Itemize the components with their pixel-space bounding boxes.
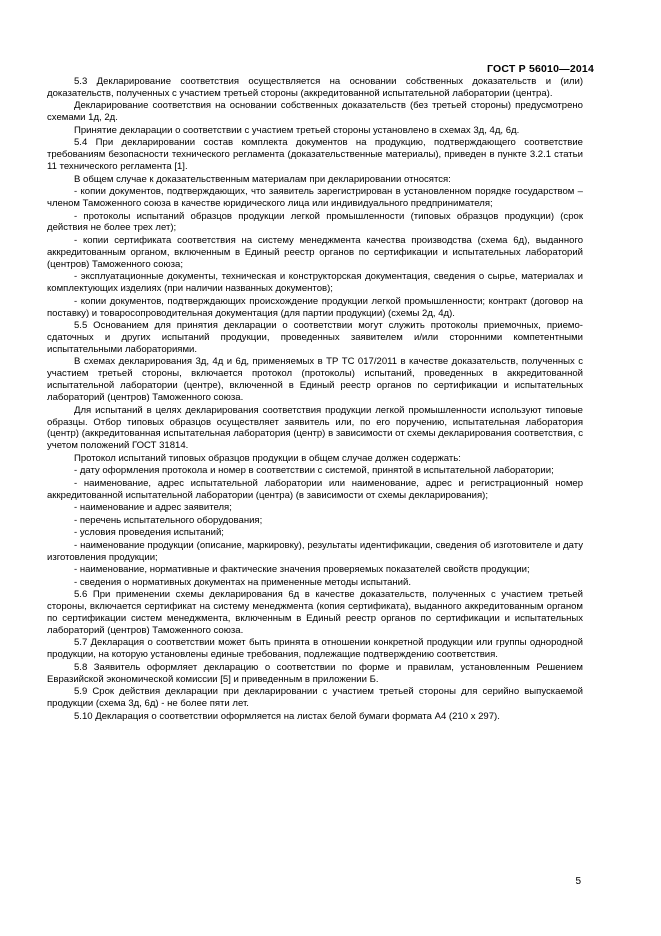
- list-item: - условия проведения испытаний;: [74, 527, 224, 539]
- list-item: - протоколы испытаний образцов продукции легкой промышленности (типовых образцов продукции) (срок действия не более трех лет);: [47, 210, 583, 234]
- paragraph: Для испытаний в целях декларирования соответствия продукции легкой промышленности используют типовые образцы. Отбор типовых образцов осуществляет заявитель или, по его поручению, испытательная лаборатория (центр) (аккредитованная испытательная лаборатория (центр) в зависимости от схемы декларирования соответствия, с учетом положений ГОСТ 31814.: [47, 404, 583, 452]
- list-item: - наименование продукции (описание, маркировку), результаты идентификации, сведения об изготовителе и дату изготовления продукции;: [47, 539, 583, 563]
- paragraph-5-3: 5.3 Декларирование соответствия осуществляется на основании собственных доказательств и (или) доказательств, полученных с участием третьей стороны (аккредитованной испытательной лаборатории (центра).: [47, 76, 583, 99]
- list-item: - наименование и адрес заявителя;: [74, 502, 232, 514]
- paragraph: Декларирование соответствия на основании собственных доказательств (без третьей стороны) предусмотрено схемами 1д, 2д.: [47, 100, 583, 124]
- document-body: [47, 76, 583, 723]
- paragraph: В общем случае к доказательственным материалам при декларировании относятся:: [74, 173, 451, 185]
- list-item: - наименование, нормативные и фактические значения проверяемых показателей свойств продукции;: [74, 564, 530, 576]
- paragraph-5-4: 5.4 При декларировании состав комплекта документов на продукцию, подтверждающего соответствие требованиям безопасности технического регламента (доказательственные материалы), приведен в пункте 3.2.1 статьи 11 технического регламента [1].: [47, 137, 583, 173]
- paragraph: Принятие декларации о соответствии с участием третьей стороны установлено в схемах 3д, 4д, 6д.: [74, 124, 520, 136]
- paragraph-5-10: 5.10 Декларация о соответствии оформляется на листах белой бумаги формата А4 (210 х 297).: [74, 710, 500, 722]
- paragraph: Протокол испытаний типовых образцов продукции в общем случае должен содержать:: [74, 452, 461, 464]
- paragraph-5-8: 5.8 Заявитель оформляет декларацию о соответствии по форме и правилам, установленным Решением Евразийской экономической комиссии [5] и приведенным в приложении Б.: [47, 661, 583, 685]
- list-item: - дату оформления протокола и номер в соответствии с системой, принятой в испытательной лаборатории;: [74, 465, 554, 477]
- paragraph-5-9: 5.9 Срок действия декларации при декларировании с участием третьей стороны для серийно выпускаемой продукции (схема 3д, 6д) - не более пяти лет.: [47, 686, 583, 710]
- list-item: - сведения о нормативных документах на примененные методы испытаний.: [74, 576, 411, 588]
- paragraph-5-6: 5.6 При применении схемы декларирования 6д в качестве доказательств, полученных с участием третьей стороны, включается сертификат на систему менеджмента (копия сертификата), выданного аккредитованным органом по сертификации систем менеджмента, включенным в Единый реестр органов по сертификации и испытательных лабораторий (центров) Таможенного союза.: [47, 589, 583, 636]
- list-item: - копии документов, подтверждающих, что заявитель зарегистрирован в установленном порядке государством – членом Таможенного союза в качестве юридического лица или индивидуального предпринимателя;: [47, 186, 583, 210]
- list-item: - перечень испытательного оборудования;: [74, 514, 263, 526]
- paragraph-5-7: 5.7 Декларация о соответствии может быть принята в отношении конкретной продукции или группы однородной продукции, на которую установлены единые требования, подлежащие подтверждению соответствия.: [47, 637, 583, 661]
- list-item: - наименование, адрес испытательной лаборатории или наименование, адрес и регистрационный номер аккредитованной испытательной лаборатории (центра) (в зависимости от схемы декларирования);: [47, 477, 583, 501]
- paragraph: В схемах декларирования 3д, 4д и 6д, применяемых в ТР ТС 017/2011 в качестве доказательств, полученных с участием третьей стороны, включается протокол (протоколы) испытаний, проведенных в аккредитованной испытательной лаборатории (центре), включенной в Единый реестр органов по сертификации и испытательных лабораторий (центров) Таможенного союза.: [47, 356, 583, 404]
- paragraph-5-5: 5.5 Основанием для принятия декларации о соответствии могут служить протоколы приемочных, приемо-сдаточных и других испытаний продукции, проведенных заявителем и/или сторонними компетентными испытательными лабораториями.: [47, 320, 583, 355]
- list-item: - эксплуатационные документы, техническая и конструкторская документация, сведения о сырье, материалах и комплектующих изделиях (при наличии названных документов);: [47, 271, 583, 295]
- document-header: ГОСТ Р 56010—2014: [486, 63, 594, 75]
- page-number: 5: [575, 876, 581, 887]
- list-item: - копии сертификата соответствия на систему менеджмента качества производства (схема 6д), выданного аккредитованным органом, включенным в Единый реестр органов по сертификации и испытательных лабораторий (центров) Таможенного союза;: [47, 234, 583, 270]
- list-item: - копии документов, подтверждающих происхождение продукции легкой промышленности; контракт (договор на поставку) и товаросопроводительная документация (для партии продукции) (схемы 2д, 4д).: [47, 295, 583, 319]
